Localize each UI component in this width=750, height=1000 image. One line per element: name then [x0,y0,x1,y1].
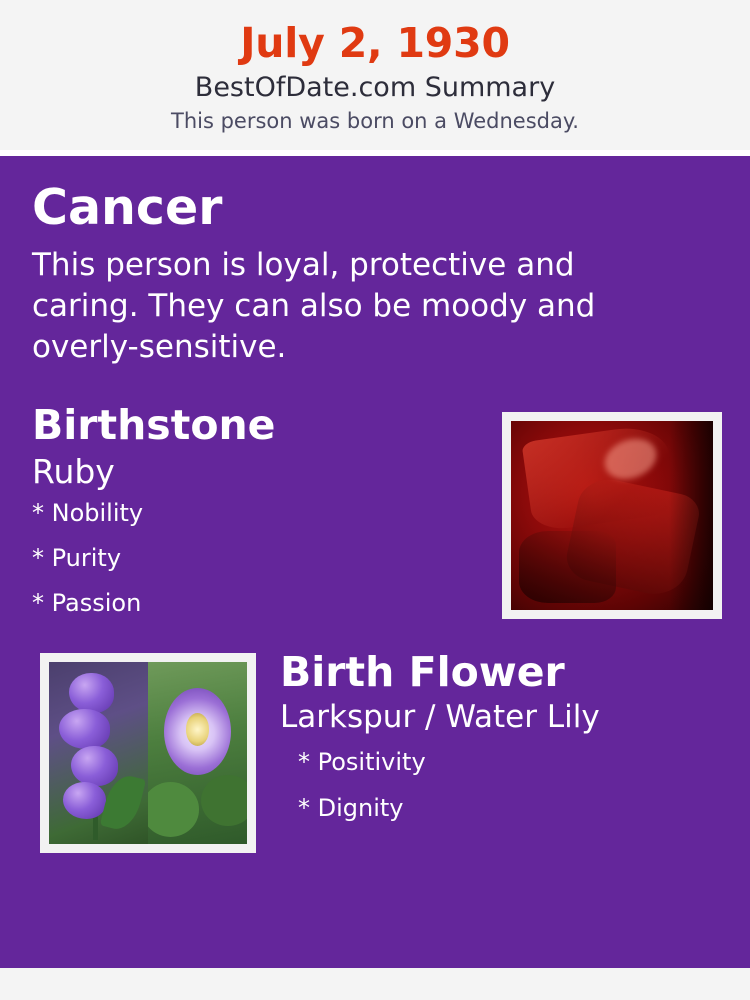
birth-flower-trait: * Dignity [298,793,404,822]
birth-flower-trait: * Positivity [298,747,426,776]
details-panel [0,156,750,968]
page-title: July 2, 1930 [240,19,510,67]
birthstone-trait: * Purity [32,544,122,573]
gem-shadow-icon [669,421,713,610]
ruby-gemstone-image [511,421,713,610]
larkspur-bloom-icon [69,673,115,713]
lily-pad-icon [148,782,199,837]
zodiac-sign-title: Cancer [32,178,223,236]
birthstone-photo-frame [502,412,722,619]
larkspur-bloom-icon [59,709,110,749]
larkspur-bloom-icon [63,782,107,818]
birth-flower-text-block [280,648,720,822]
gem-facet-icon [519,531,616,603]
birthstone-section [32,401,720,629]
larkspur-bloom-icon [71,746,119,786]
birth-flower-photo-frame [40,653,256,853]
larkspur-image [49,662,148,844]
birth-flower-name: Larkspur / Water Lily [280,699,600,736]
birth-flower-section [32,648,720,861]
birthstone-trait: * Passion [32,589,142,618]
page-header [0,0,750,150]
birthstone-name: Ruby [32,452,115,492]
water-lily-center-icon [186,713,210,746]
birth-flower-heading: Birth Flower [280,648,565,697]
lily-pad-icon [201,775,247,826]
site-summary-label: BestOfDate.com Summary [194,72,556,104]
birthstone-text-block [32,401,472,618]
birth-flower-image [49,662,247,844]
birth-day-note: This person was born on a Wednesday. [171,108,579,133]
birthstone-heading: Birthstone [32,401,276,450]
water-lily-image [148,662,247,844]
birthstone-trait: * Nobility [32,499,144,528]
zodiac-description: This person is loyal, protective and caring. They can also be moody and overly-sensitive. [32,247,596,366]
